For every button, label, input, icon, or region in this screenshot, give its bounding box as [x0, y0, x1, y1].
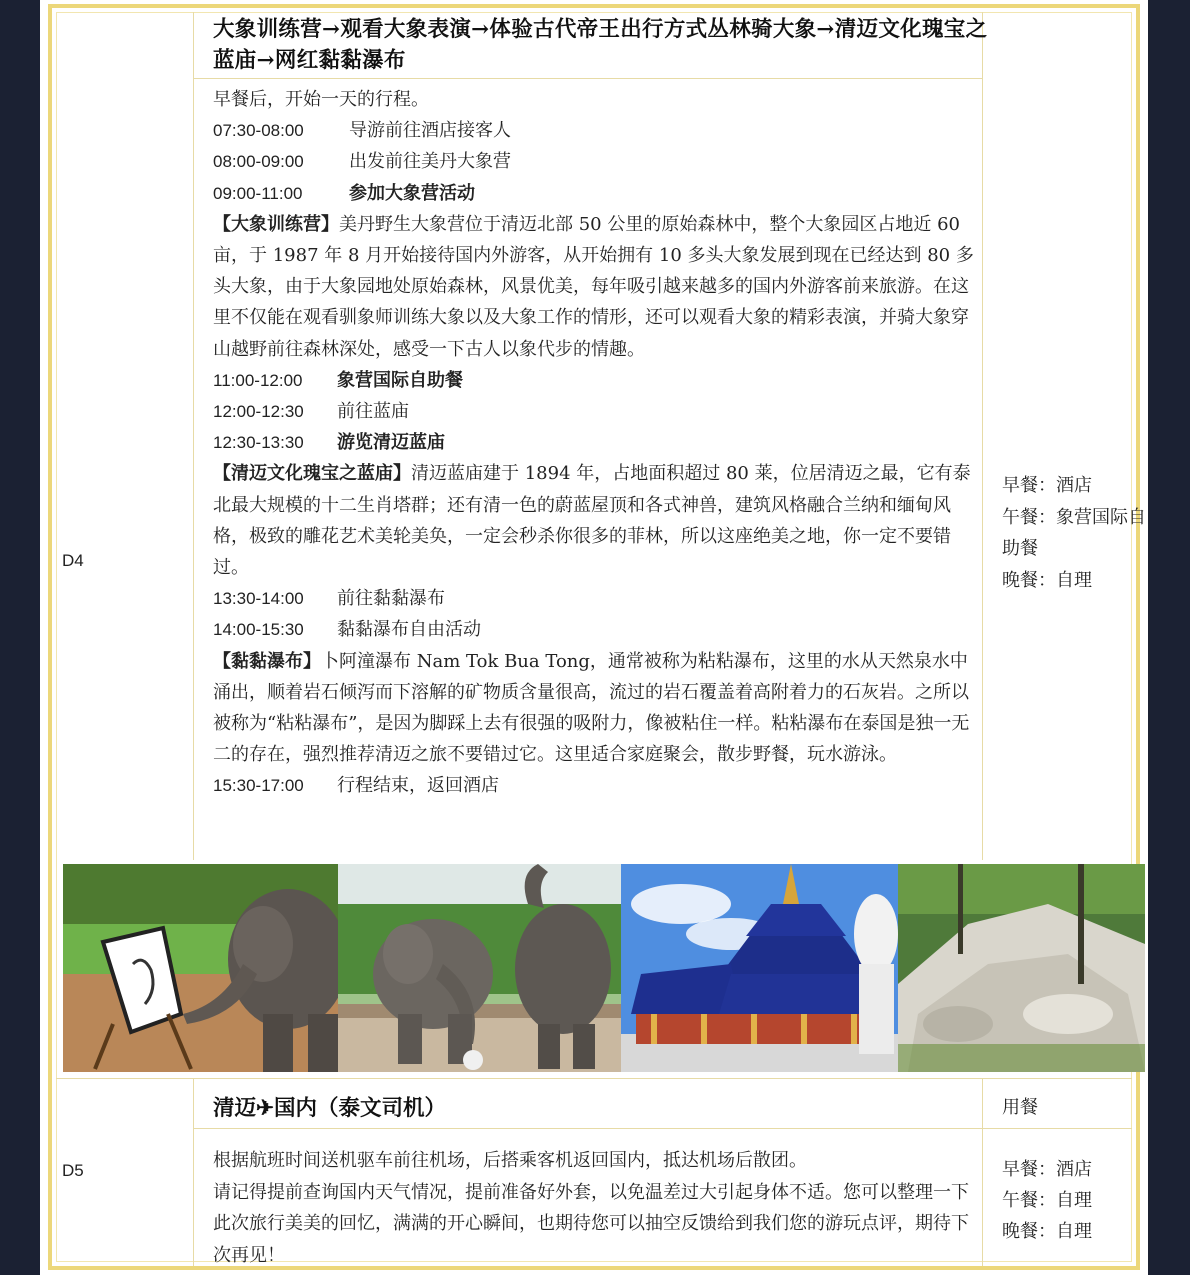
photo-blue-temple [621, 864, 898, 1072]
schedule-row: 15:30-17:00 行程结束，返回酒店 [213, 775, 499, 797]
schedule-row: 12:30-13:30 游览清迈蓝庙 [213, 432, 445, 454]
day-label-d5: D5 [62, 1161, 84, 1180]
day-content-d5 [213, 1145, 985, 1271]
schedule-row: 08:00-09:00 出发前往美丹大象营 [213, 151, 511, 173]
meal-dinner: 晚餐：自理 [1002, 569, 1092, 591]
photo-elephants-playing [338, 864, 621, 1072]
schedule-row: 11:00-12:00 象营国际自助餐 [213, 369, 463, 391]
blue-temple-description: 【清迈文化瑰宝之蓝庙】清迈蓝庙建于 1894 年，占地面积超过 80 莱，位居清迈之最，它有泰北最大规模的十二生肖塔群；还有清一色的蔚蓝屋顶和各式神兽，建筑风格融合兰纳和缅甸风格，极致的雕花艺术美轮美奂，一定会秒杀你很多的菲林，所以这座绝美之地，你一定不要错过。 [213, 463, 971, 579]
itinerary-page [40, 0, 1148, 1275]
intro-text: 早餐后，开始一天的行程。 [213, 89, 429, 110]
schedule-row: 13:30-14:00 前往黏黏瀑布 [213, 588, 445, 610]
schedule-row: 07:30-08:00 导游前往酒店接客人 [213, 120, 511, 142]
meal-breakfast: 早餐：酒店 [1002, 1159, 1092, 1180]
sticky-falls-description: 【黏黏瀑布】卜阿潼瀑布 Nam Tok Bua Tong，通常被称为粘粘瀑布，这里的水从天然泉水中涌出，顺着岩石倾泻而下溶解的矿物质含量很高，流过的岩石覆盖着高附着力的石灰岩。之所以被称为“粘粘瀑布”，是因为脚踩上去有很强的吸附力，像被粘住一样。粘粘瀑布在泰国是独一无二的存在，强烈推荐清迈之旅不要错过它。这里适合家庭聚会，散步野餐，玩水游泳。 [213, 650, 970, 766]
day-title-d5: 清迈✈国内（泰文司机） [213, 1096, 447, 1121]
schedule-row: 12:00-12:30 前往蓝庙 [213, 401, 409, 423]
photo-strip [63, 864, 1145, 1072]
meal-breakfast: 早餐：酒店 [1002, 475, 1092, 496]
meals-d5 [1002, 1154, 1092, 1247]
elephant-camp-description: 【大象训练营】美丹野生大象营位于清迈北部 50 公里的原始森林中，整个大象园区占地近 60 亩，于 1987 年 8 月开始接待国内外游客，从开始拥有 10 多头大象发展到现在已经达到 80 多头大象，由于大象园地处原始森林，风景优美，每年吸引越来越多的国内外游客前来旅游。在这里不仅能在观看驯象师训练大象以及大象工作的情形，还可以观看大象的精彩表演，并骑大象穿山越野前往森林深处，感受一下古人以象代步的情趣。 [213, 213, 974, 360]
photo-sticky-waterfall [898, 864, 1145, 1072]
meal-dinner: 晚餐：自理 [1002, 1221, 1092, 1242]
meals-d4 [1002, 470, 1147, 596]
day-title: 大象训练营→观看大象表演→体验古代帝王出行方式丛林骑大象→清迈文化瑰宝之蓝庙→网红黏黏瀑布 [213, 17, 988, 73]
schedule-row: 09:00-11:00 参加大象营活动 [213, 182, 475, 204]
d5-text-2: 请记得提前查询国内天气情况，提前准备好外套，以免温差过大引起身体不适。您可以整理一下此次旅行美美的回忆，满满的开心瞬间，也期待您可以抽空反馈给到我们您的游玩点评，期待下次再见！ [213, 1181, 969, 1266]
d5-text-1: 根据航班时间送机驱车前往机场，后搭乘客机返回国内，抵达机场后散团。 [213, 1150, 807, 1171]
schedule-row: 14:00-15:30 黏黏瀑布自由活动 [213, 619, 481, 641]
day-label-d4: D4 [62, 551, 84, 570]
day-content [213, 84, 983, 802]
meal-lunch: 午餐：象营国际自助餐 [1002, 506, 1146, 559]
photo-elephant-painting [63, 864, 338, 1072]
table-frame [48, 4, 1146, 1270]
meal-lunch: 午餐：自理 [1002, 1190, 1092, 1211]
meal-header: 用餐 [1002, 1097, 1038, 1118]
